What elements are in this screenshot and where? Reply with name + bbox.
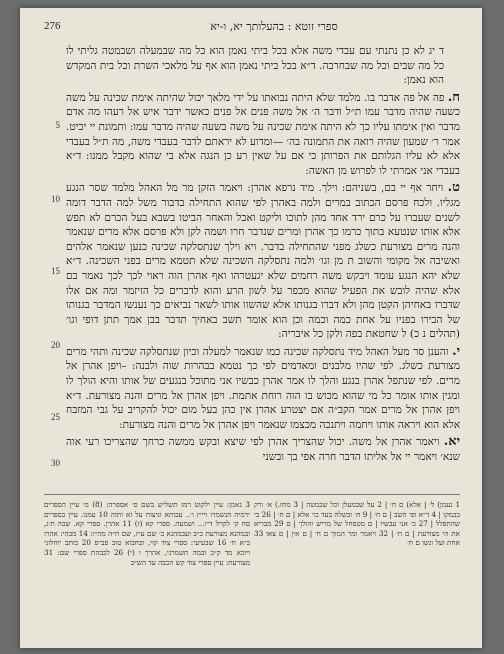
section-number: ט. — [447, 180, 460, 196]
line-number: 20 — [51, 340, 60, 350]
running-title: ספרי זוטא : בהעלותך יא, ו-יא — [210, 20, 338, 33]
section-11 — [66, 435, 460, 464]
line-number: 10 — [51, 194, 60, 204]
running-header — [44, 20, 458, 36]
section-number: י. — [452, 343, 460, 359]
footnote-divider — [44, 494, 460, 495]
section-text: והענן סר מעל האהל מיד נתסלקה שכינה כמו שנאמר למעלה וכיון שנתסלקה שכינה ותהי מרים מצורעת כשלג. לפי שהיו מלבנים ומאדמים לפי כך נטמא בבהרות שוה ולבנה: –ויפן אהרן אל מרים. לפי שנתפל אהרן בנגע והלך לו אמר אהרן כבשיו אני מתוכל בנגעים של אותו והיא הולך לו ומגין אותו אומר כל מי שהוא מכוש בו הוה רוחת אתמת. ויפן אהרן אל מרים והנה מצורעת. ד״א ויפן אהרן אל מרים אמר הקב״ה אם יצטרע אהרן אין כהן בעל מום יכול להקריב על גבי המזבח אלא הוא ויראה אותו ויחמה ויתנכה מכצמו שנאמר ויפן אהרן אל מרים והנה מצורעת: — [66, 345, 460, 431]
section-text: ויחר אף יי בם, בשניהם: וילך. מיד נרפא אהרן: ויאמר הזקן מר מל האהל מלמד שסר הנגע מגליו. ולכח פרסם הכתוב במרים ולמה באהרן לפי שהוא התחילה בדבור משל למה הדבר דומה לשנים שעברו על כרם ירד אחד מהן לתוכו וליקט ואכל והאחר הביטו בשבא בעל הכרם לא תפש אלא אותו שנטעא בתוך כרמו כך אהרן ומרים שנדבר חרו ושמה לקן ולא פרסם אלא מרים שנאמר והנה מרים מצורעת כשלג מפני שהתחילה בדבר. ויא וילך שנתסלקה שכינה כנען שנאמר אלהים ואשיבה אל מקומי והשוב ת מן וגו׳ ולמה נתסלקה השכינה שלא תטמא מרים בפני השכינה. ד״א שלא יהא הנגע עומד ויבקש משה רחמים שלא יגעטרהו ואף אהרן הוה ראוי לכך לכך נאמר בם אלא שהיה לובש את הפעיל שהוא מכפר על לשון הרע והוא לדברים כל הזיזמר ומה אם אלו שדברו באחיהן הקטן מהן ולא דברו בגנותו אלא שהשוו אותו לשאר נביאים כך נענשו המדבר בגנותו של הבירו בפניו על אחת כמה וכמה וכן הוא אומר תשב באחיך תדבר בבן אמך תתן דופי וגו׳ (תהלים נ כ) ל שחטאת בפה ולקן כל איבריה: — [66, 182, 460, 341]
book-page — [20, 8, 482, 648]
section-number: ח. — [447, 89, 461, 105]
line-number: 30 — [51, 458, 60, 468]
line-number: 5 — [55, 120, 60, 130]
section-8 — [66, 91, 460, 179]
line-number: 15 — [51, 266, 60, 276]
page-number: 276 — [44, 20, 61, 32]
section-number: יא. — [443, 434, 460, 450]
section-10 — [66, 345, 460, 433]
footnotes-variants: 1 נעמן) ל׳ | אלא) ם ח׳ | 2 על שבמעלן וכל שבמטה | 3 מחז.) א׳ ורק בבמקו | 4 ד״א ופי השב | ם ח׳ | 9 ח׳ ובשלה בעד כו׳ אלא | ם ח׳ | 26 בי שהתפלל | 27 כ׳ אני עבשיו | ם מטפחל של מריש והולך | ם 29 מבריא את הי מצורעת | ם ח׳ | 32 ויאמר ומר המוך ם ח׳ | ם אין | ם צאו 33 אחת ועל ונשו ם ח׳ — [254, 500, 460, 548]
section-text: פה אל פה אדבר בו. מלמד שלא היתה נבואתו על ידי מלאך יכול שהיתה אימת שכינה על משה כשעה שהיה מדבר עמו ת״ל ודבר ה׳ אל משה פנים אל פנים כאשר ידבר איש אל רעהו מה אדם מדבר ואין אימתו עליו כך לא היתה אימת שכינה על משה בשעה שהיה מדבר עמו: ותמונת יי יביט. אמר ר׳ שמעון שהיה רואה את התמונה בה׳ —ומדוע לא יראתם לדבר בעבדי משה, מה ת״ל בעבדי אלא לא עליו הגלותם את הפרותן כי אם על שאין רע כן הנגה אלא בי שהוא מקבל ממנו: ד״א בעבדי אני אמרתי לו לפרוש מן האשה: — [66, 91, 460, 177]
section-text: ויאמר אהרן אל משה. יכול שהצריך אהרן לפי שיצא ובקש ממשה כרחך שהצריכו רעי אוה שנא׳ ויאמר יי אל אליתו הדבר חרה אפי בך ובשני — [66, 436, 460, 464]
main-text — [66, 44, 460, 468]
line-number: 25 — [51, 412, 60, 422]
intro-paragraph: ד יג לא כן נתנתי עם עבדי משה אלא בכל ביתי נאמן הוא כל מה שבמעלה ושבמטה גליתי לו כל מה שבים וכל מה שבחרבה. ד״א בכל ביתי נאמן הוא אף על מלאכי השרת וכל בית המקדש הוא נאמן: — [66, 45, 444, 87]
section-9 — [66, 181, 460, 342]
footnotes-sources: 3 נאמן: עיין ילקוט רמז תשליש בשם ס׳ אספרה: (8) מ׳ עיין הספרים ירמיה הנשמרו ויי״ז ו׳.. עכותא וניצוח על זא ותוה 10 עמנו. עיין בספרים סח ק׳ לקויל ד״ו... ושמעה. ספרי קא (ז) 11 אהרן. ספרי קא. שבה ת׳ג, ובמהנא מצורעת כ״ב ועבמהנא ב׳ שם ע״ז, שם ח״ה מה״ו: 14 מבהי: אהרו ב״א ח׳ 16 שבעיעי: ספרי צוד קוי, ובחבוא טוב פב״פ 20 כותב יוחלוני ויוכא מד ק״כ ובמה תשמרני, אהרך ו (י) 26 לכבהת ספרי שם: 31 מצורעת: עיין ספרי צוד קש הכבה עד הש״ב — [44, 500, 250, 567]
footnotes — [44, 500, 460, 640]
